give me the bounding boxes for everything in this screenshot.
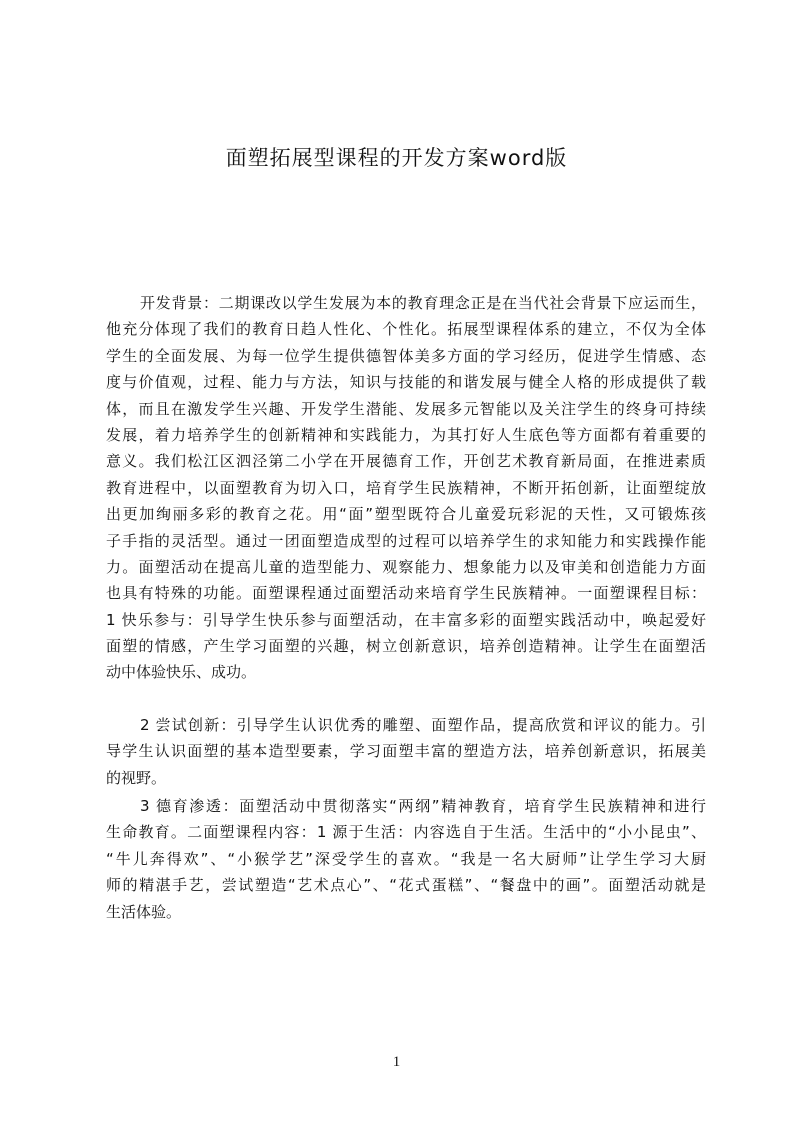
text-line: 子手指的灵活型。通过一团面塑造成型的过程可以培养学生的求知能力和实践操作能 [106,531,706,550]
text-line: 3 德育渗透：面塑活动中贯彻落实“两纲”精神教育，培育学生民族精神和进行 [140,797,706,815]
document-title: 面塑拓展型课程的开发方案word版 [225,146,568,170]
text-line: 度与价值观，过程、能力与方法，知识与技能的和谐发展与健全人格的形成提供了载 [106,373,706,392]
text-line: 发展，着力培养学生的创新精神和实践能力，为其打好人生底色等方面都有着重要的 [106,425,706,444]
text-line: 的视野。 [106,768,167,787]
paragraph-innovation [106,712,706,791]
text-line: 2 尝试创新：引导学生认识优秀的雕塑、面塑作品，提高欣赏和评议的能力。引 [140,716,706,734]
text-line: 生命教育。二面塑课程内容：1 源于生活：内容选自于生活。生活中的“小小昆虫”、 [106,823,706,842]
paragraph-background [106,290,706,686]
text-line: 教育进程中，以面塑教育为切入口，培育学生民族精神，不断开拓创新，让面塑绽放 [106,478,706,497]
text-line: 导学生认识面塑的基本造型要素，学习面塑丰富的塑造方法，培养创新意识，拓展美 [106,742,706,761]
text-line: 师的精湛手艺，尝试塑造“艺术点心”、“花式蛋糕”、“餐盘中的画”。面塑活动就是 [106,876,706,895]
text-line: 出更加绚丽多彩的教育之花。用“面”塑型既符合儿童爱玩彩泥的天性，又可锻炼孩 [106,505,706,524]
paragraph-moral-education [106,793,706,925]
text-line: 1 快乐参与：引导学生快乐参与面塑活动，在丰富多彩的面塑实践活动中，唤起爱好 [106,610,706,629]
text-line: 动中体验快乐、成功。 [106,663,257,682]
text-line: 体，而且在激发学生兴趣、开发学生潜能、发展多元智能以及关注学生的终身可持续 [106,399,706,418]
text-line: “牛儿奔得欢”、“小猴学艺”深受学生的喜欢。“我是一名大厨师”让学生学习大厨 [106,849,706,868]
text-line: 生活体验。 [106,902,182,921]
text-line: 学生的全面发展、为每一位学生提供德智体美多方面的学习经历，促进学生情感、态 [106,346,706,365]
page-number: 1 [392,1054,401,1070]
text-line: 他充分体现了我们的教育日趋人性化、个性化。拓展型课程体系的建立，不仅为全体 [106,320,706,339]
text-line: 意义。我们松江区泗泾第二小学在开展德育工作，开创艺术教育新局面，在推进素质 [106,452,706,471]
text-line: 力。面塑活动在提高儿童的造型能力、观察能力、想象能力以及审美和创造能力方面 [106,557,706,576]
text-line: 开发背景：二期课改以学生发展为本的教育理念正是在当代社会背景下应运而生， [140,294,706,312]
text-line: 面塑的情感，产生学习面塑的兴趣，树立创新意识，培养创造精神。让学生在面塑活 [106,637,706,656]
text-line: 也具有特殊的功能。面塑课程通过面塑活动来培育学生民族精神。一面塑课程目标： [106,584,706,603]
